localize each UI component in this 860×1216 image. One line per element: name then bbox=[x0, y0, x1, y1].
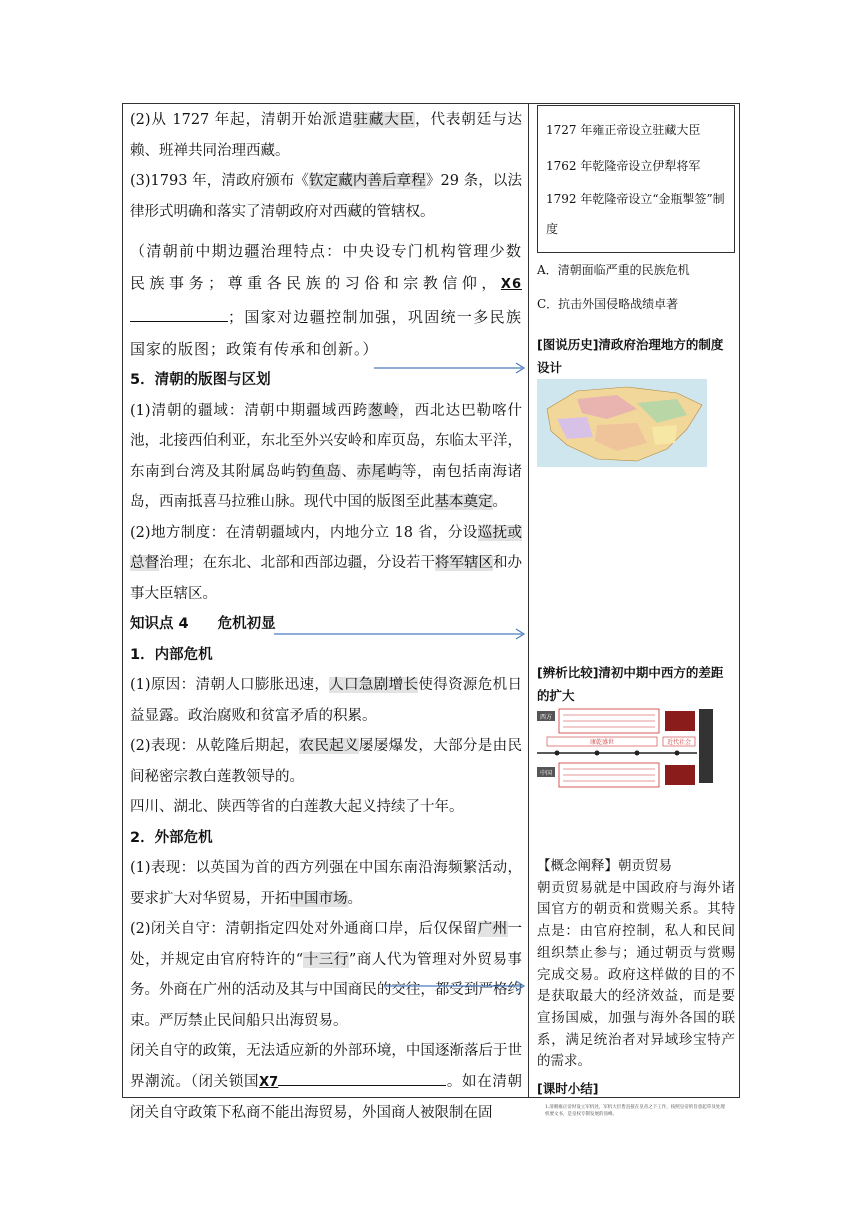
paragraph-territory bbox=[130, 396, 522, 518]
column-divider bbox=[528, 103, 529, 1098]
blank-marker: X7 bbox=[259, 1074, 279, 1090]
diagram-label-china: 中国 bbox=[539, 770, 553, 777]
paragraph-local-system bbox=[130, 518, 522, 610]
diagram-label-mid: 康乾盛世 bbox=[589, 739, 615, 746]
text: 屡屡爆发，大部分是由民间秘密宗教白莲教领导的。 bbox=[130, 738, 523, 785]
text: (3)1793 年，清政府颁布《 bbox=[130, 173, 310, 189]
highlight: 驻藏大臣 bbox=[353, 112, 416, 128]
text: (2)闭关自守：清朝指定四处对外通商口岸，后仅保留 bbox=[130, 921, 478, 937]
text: 。 bbox=[347, 890, 362, 907]
text: 等，南包括南海诸岛，西南抵喜马拉雅山脉。现代中国的版图至此 bbox=[130, 463, 523, 510]
arrow-icon bbox=[374, 362, 530, 374]
option-c: C．抗击外国侵略战绩卓著 bbox=[537, 297, 679, 311]
highlight: 巡抚或总督 bbox=[130, 524, 522, 571]
text: (2)地方制度：在清朝疆域内，内地分立 18 省，分设 bbox=[130, 524, 478, 541]
text: (2)从 1727 年起，清朝开始派遣 bbox=[130, 112, 354, 128]
concept-label: 【概念阐释】 bbox=[537, 858, 618, 874]
comparison-diagram bbox=[537, 707, 717, 797]
text: 使得资源危机日益显露。政治腐败和贫富矛盾的积累。 bbox=[130, 677, 523, 724]
paragraph-tibet-minister bbox=[130, 105, 522, 166]
highlight: 农民起义 bbox=[299, 738, 359, 754]
arrow-icon bbox=[384, 980, 530, 992]
left-column bbox=[130, 105, 522, 1129]
option-a: A．清朝面临严重的民族危机 bbox=[537, 263, 690, 277]
paragraph-closed-door-effect bbox=[130, 1036, 522, 1129]
diagram-label-modern: 近代社会 bbox=[666, 739, 692, 746]
heading-knowledge-4: 知识点 4 危机初显 bbox=[130, 616, 276, 632]
right-column bbox=[537, 105, 735, 1122]
paragraph-external-form bbox=[130, 853, 522, 914]
highlight: 葱岭 bbox=[368, 402, 400, 419]
highlight: 钓鱼岛 bbox=[296, 463, 342, 480]
text: 。如在清朝闭关自守政策下私商不能出海贸易，外国商人被限制在固 bbox=[130, 1073, 523, 1121]
text: ”商人代为管理对外贸易事务。外商在广州的活动及其与中国商民的交往，都受到严格约束。严厉禁止民间船只出海贸易。 bbox=[130, 951, 523, 1029]
paragraph-white-lotus: 四川、湖北、陕西等省的白莲教大起义持续了十年。 bbox=[130, 799, 464, 815]
qing-map-image bbox=[537, 379, 707, 467]
timeline-line: 1792 年乾隆帝设立“金瓶掣签”制度 bbox=[546, 192, 725, 236]
heading-internal-crisis: 1．内部危机 bbox=[130, 646, 213, 663]
highlight: 赤尾屿 bbox=[356, 463, 402, 480]
timeline-line: 1762 年乾隆帝设立伊犁将军 bbox=[546, 159, 701, 173]
compare-title: [辨析比较]清初中期中西方的差距的扩大 bbox=[537, 665, 724, 703]
diagram-label-west: 西方 bbox=[539, 714, 553, 721]
text: 和办事大臣辖区。 bbox=[130, 555, 523, 602]
summary-thumbnail: 1.清朝雍正帝时设立军机处，军机大臣皆直接在皇帝之下工作，按照皇帝的旨意起草及处理机要文书，是皇权专制发展的顶峰。 bbox=[545, 1105, 725, 1118]
text: 一处，并规定由官府特许的“ bbox=[130, 921, 522, 968]
concept-heading bbox=[537, 856, 735, 878]
timeline-line: 1727 年雍正帝设立驻藏大臣 bbox=[546, 123, 701, 137]
text: 治理；在东北、北部和西部边疆，分设若干 bbox=[159, 555, 435, 571]
text: 、 bbox=[341, 463, 357, 480]
paragraph-frontier-features bbox=[130, 235, 522, 365]
paragraph-crisis-form bbox=[130, 731, 522, 792]
highlight: 人口急剧增长 bbox=[329, 677, 419, 693]
heading-external-crisis: 2．外部危机 bbox=[130, 829, 213, 846]
text: (1)表现：以英国为首的西方列强在中国东南沿海频繁活动，要求扩大对华贸易，开拓 bbox=[130, 860, 522, 907]
highlight: 基本奠定 bbox=[434, 494, 493, 510]
text: ；国家对边疆控制加强，巩固统一多民族国家的版图；政策有传承和创新。） bbox=[130, 308, 522, 358]
highlight: 将军辖区 bbox=[434, 555, 493, 571]
map-title: [图说历史]清政府治理地方的制度设计 bbox=[537, 337, 724, 375]
timeline-box bbox=[537, 105, 735, 253]
text: 。 bbox=[492, 494, 507, 510]
summary-heading: [课时小结] bbox=[537, 1081, 599, 1097]
highlight: 广州 bbox=[477, 921, 508, 937]
paragraph-crisis-cause bbox=[130, 670, 522, 731]
text: (2)表现：从乾隆后期起， bbox=[130, 738, 300, 754]
concept-body: 朝贡贸易就是中国政府与海外诸国官方的朝贡和赏赐关系。其特点是：由官府控制，私人和民间组织禁止参与；通过朝贡与赏赐完成交易。政府这样做的目的不是获取最大的经济效益，而是要宣扬国威，加强与海外各国的联系，满足统治者对异域珍宝特产的需求。 bbox=[537, 879, 735, 1070]
highlight: 钦定藏内善后章程 bbox=[309, 173, 426, 189]
paragraph-closed-door bbox=[130, 914, 522, 1036]
text: ，代表朝廷与达赖、班禅共同治理西藏。 bbox=[130, 112, 522, 159]
paragraph-tibet-regulation bbox=[130, 166, 522, 227]
highlight: 十三行 bbox=[303, 951, 349, 968]
blank-marker: X6 bbox=[500, 277, 522, 292]
text: （清朝前中期边疆治理特点：中央设专门机构管理少数民族事务；尊重各民族的习俗和宗教信仰， bbox=[130, 242, 522, 292]
text: (1)原因：清朝人口膨胀迅速， bbox=[130, 677, 330, 693]
text: 闭关自守的政策，无法适应新的外部环境，中国逐渐落后于世界潮流。（闭关锁国 bbox=[130, 1043, 522, 1090]
highlight: 中国市场 bbox=[289, 890, 348, 907]
text: (1)清朝的疆域：清朝中期疆域西跨 bbox=[130, 402, 369, 419]
text: 》29 条，以法律形式明确和落实了清朝政府对西藏的管辖权。 bbox=[130, 173, 523, 220]
text: ，西北达巴勒喀什池，北接西伯利亚，东北至外兴安岭和库页岛，东临太平洋，东南到台湾及其附属岛屿 bbox=[130, 402, 523, 480]
fill-blank[interactable] bbox=[278, 1085, 446, 1086]
arrow-icon bbox=[274, 628, 530, 640]
heading-territory: 5．清朝的版图与区划 bbox=[130, 372, 271, 388]
concept-term: 朝贡贸易 bbox=[618, 858, 672, 874]
fill-blank[interactable] bbox=[130, 321, 228, 322]
